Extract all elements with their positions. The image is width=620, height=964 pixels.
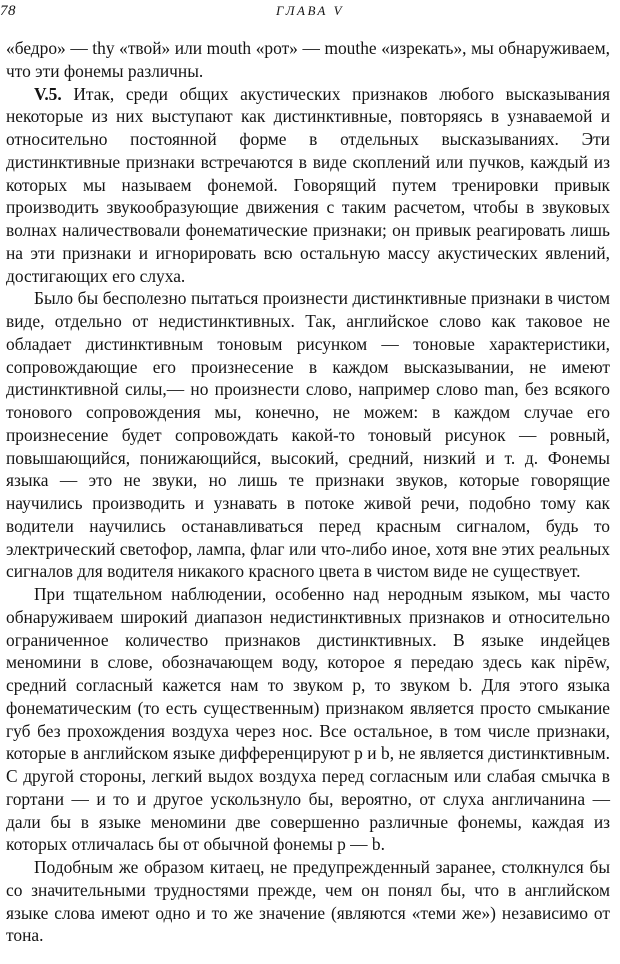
paragraph	[6, 856, 610, 947]
paragraph-text: Подобным же образом китаец, не предупрежденный заранее, столкнулся бы со значительными трудностями прежде, чем он понял бы, что в английском языке слова имеют одно и то же значение (являются «теми же») независимо от тона.	[6, 857, 610, 946]
paragraph-text: «бедро» — thy «твой» или mouth «рот» — mouthe «изрекать», мы обнаруживаем, что эти фонемы различны.	[6, 38, 610, 81]
chapter-title: ГЛАВА V	[275, 3, 345, 18]
running-head	[0, 3, 620, 23]
paragraph	[6, 583, 610, 856]
body-text	[6, 37, 610, 947]
paragraph-continuation	[6, 37, 610, 83]
paragraph-text: Было бы бесполезно пытаться произнести дистинктивные признаки в чистом виде, отдельно от недистинктивных. Так, английское слово как таковое не обладает дистинктивным тоновым рисунком — тоновые характеристики, сопровождающие его произнесение в каждом высказывании, не имеют дистинктивной силы,— но произнести слово, например слово man, без всякого тонового сопровождения мы, конечно, не можем: в каждом случае его произнесение будет сопровождать какой-то тоновый рисунок — ровный, повышающийся, понижающийся, высокий, средний, низкий и т. д. Фонемы языка — это не звуки, но лишь те признаки звуков, которые говорящие научились производить и узнавать в потоке живой речи, подобно тому как водители научились останавливаться перед красным сигналом, будь то электрический светофор, лампа, флаг или что-либо иное, хотя вне этих реальных сигналов для водителя никакого красного цвета в чистом виде не существует.	[6, 288, 610, 582]
section-number: V.5.	[34, 83, 62, 104]
paragraph-section-v5	[6, 83, 610, 288]
paragraph-text: При тщательном наблюдении, особенно над неродным языком, мы часто обнаруживаем широкий диапазон недистинктивных признаков и относительно ограниченное количество признаков дистинктивных. В языке индейцев меномини в слове, обозначающем воду, которое я передаю здесь как nipēw, средний согласный кажется нам то звуком p, то звуком b. Для этого языка фонематическим (то есть существенным) признаком является просто смыкание губ без прохождения воздуха через нос. Все остальное, в том числе признаки, которые в английском языке дифференцируют p и b, не является дистинктивным. С другой стороны, легкий выдох воздуха перед согласным или слабая смычка в гортани — и то и другое ускользнуло бы, вероятно, от слуха англичанина — дали бы в языке меномини две совершенно различные фонемы, каждая из которых отличалась бы от обычной фонемы p — b.	[6, 584, 610, 855]
paragraph	[6, 287, 610, 583]
page-number: 78	[0, 3, 16, 19]
paragraph-text: Итак, среди общих акустических признаков любого высказывания некоторые из них выступают как дистинктивные, повторяясь в узнаваемой и относительно постоянной форме в отдельных высказываниях. Эти дистинктивные признаки встречаются в виде скоплений или пучков, каждый из которых мы называем фонемой. Говорящий путем тренировки привык производить звукообразующие движения с таким расчетом, чтобы в звуковых волнах наличествовали фонематические признаки; он привык реагировать лишь на эти признаки и игнорировать всю остальную массу акустических явлений, достигающих его слуха.	[6, 83, 610, 286]
